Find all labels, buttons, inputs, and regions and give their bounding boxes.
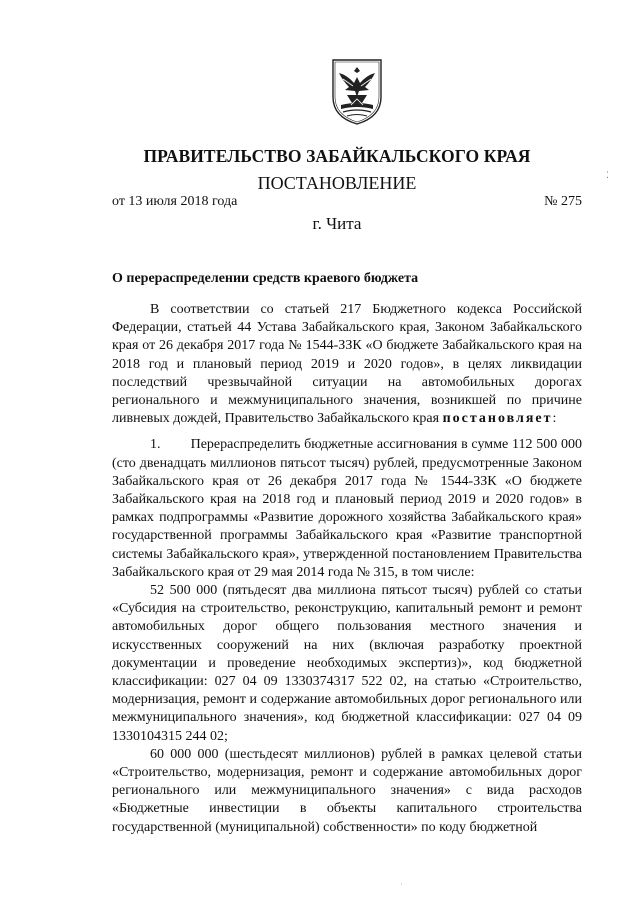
- paragraph-item-1: 1. Перераспределить бюджетные ассигнования в сумме 112 500 000 (сто двенадцать миллионов пятьсот тысяч) рублей, предусмотренные Законом Забайкальского края от 26 декабря 2017 года № 1544-ЗЗК «О бюджете Забайкальского края на 2018 год и плановый период 2019 и 2020 годов» в рамках подпрограммы «Развитие дорожного хозяйства Забайкальского края» государственной программы Забайкальского края «Развитие транспортной системы Забайкальского края», утвержденной постановлением Правительства Забайкальского края от 29 мая 2014 года № 315, в том числе:: [112, 437, 582, 580]
- document-type: ПОСТАНОВЛЕНИЕ: [257, 173, 417, 193]
- document-body: [112, 301, 582, 837]
- scan-speck: ·: [400, 880, 403, 889]
- document-date: от 13 июля 2018 года: [112, 194, 238, 209]
- organization-name: ПРАВИТЕЛЬСТВО ЗАБАЙКАЛЬСКОГО КРАЯ: [143, 146, 531, 166]
- document-number: № 275: [544, 194, 582, 209]
- coat-of-arms-icon: [329, 57, 385, 127]
- document-subject: О перераспределении средств краевого бюджета: [112, 271, 419, 286]
- document-city: г. Чита: [312, 214, 362, 233]
- paragraph-item-3: 60 000 000 (шестьдесят миллионов) рублей в рамках целевой статьи «Строительство, модернизация, ремонт и содержание автомобильных дорог регионального или межмуниципального значения» с вида расходов «Бюджетные инвестиции в объекты капитального строительства государственной (муниципальной) собственности» по коду бюджетной: [112, 746, 582, 835]
- preamble-tail: :: [552, 411, 557, 427]
- preamble-text: В соответствии со статьей 217 Бюджетного кодекса Российской Федерации, статьей 44 Устава Забайкальского края, Законом Забайкальского края от 26 декабря 2017 года № 1544-ЗЗК «О бюджете Забайкальского края на 2018 год и плановый период 2019 и 2020 годов», в целях ликвидации последствий чрезвычайной ситуации на автомобильных дорогах регионального и межмуниципального значения, возникшей по причине ливневых дождей, Правительство Забайкальского края: [112, 302, 582, 427]
- decree-word: постановляет: [442, 411, 553, 427]
- scan-mark: ⁚: [606, 170, 609, 180]
- preamble-paragraph: [112, 301, 582, 428]
- paragraph-item-2: 52 500 000 (пятьдесят два миллиона пятьсот тысяч) рублей со статьи «Субсидия на строительство, реконструкцию, капитальный ремонт и ремонт автомобильных дорог общего пользования местного значения и искусственных сооружений на них (включая разработку проектной документации и проведение необходимых экспертиз)», код бюджетной классификации: 027 04 09 1330374317 522 02, на статью «Строительство, модернизация, ремонт и содержание автомобильных дорог регионального или межмуниципального значения», код бюджетной классификации: 027 04 09 1330104315 244 02;: [112, 583, 582, 744]
